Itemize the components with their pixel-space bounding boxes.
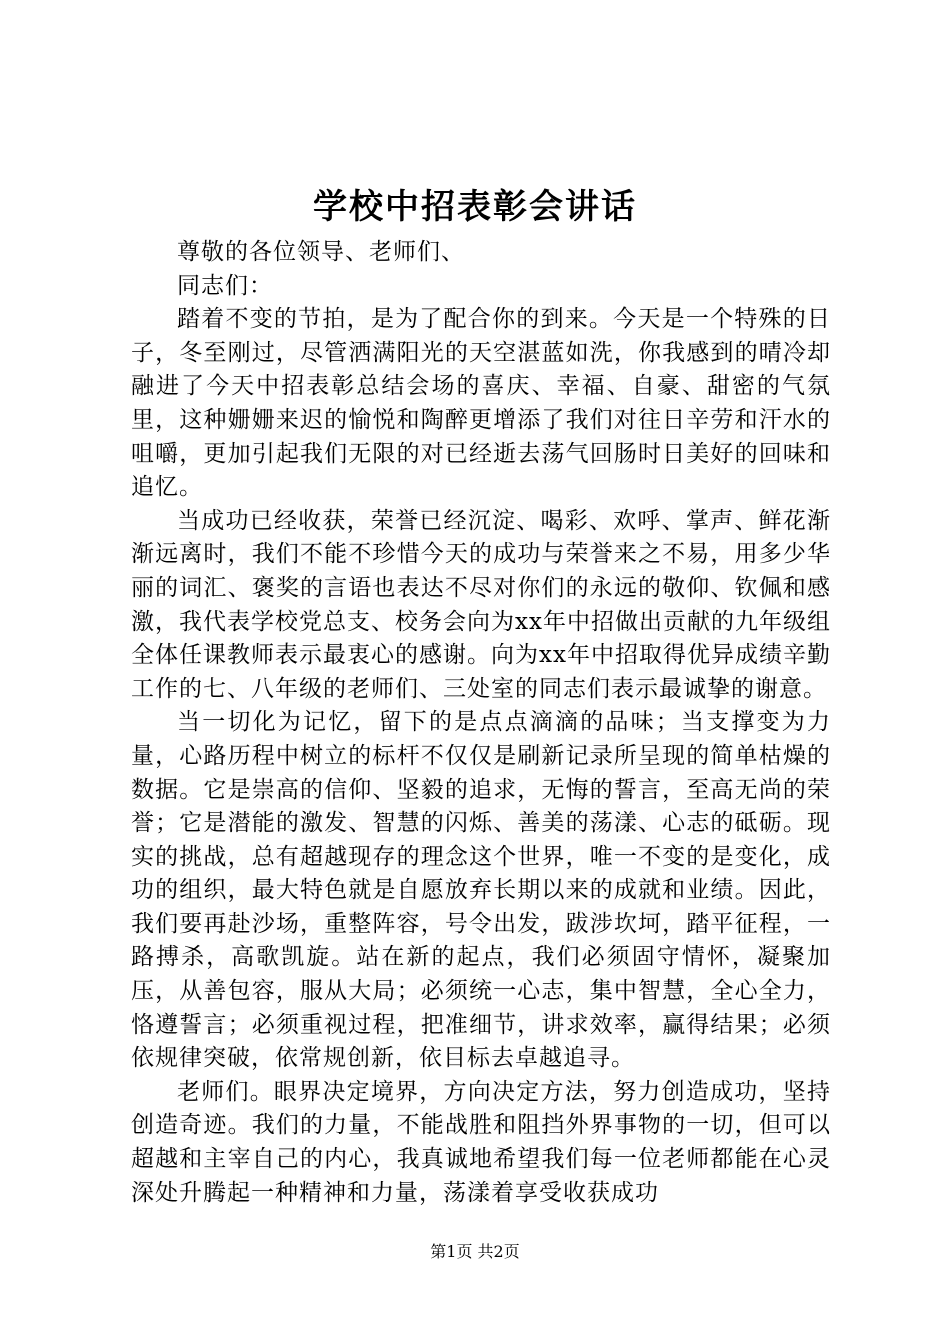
document-title: 学校中招表彰会讲话 [313,187,637,227]
body-paragraph: 踏着不变的节拍，是为了配合你的到来。今天是一个特殊的日子，冬至刚过，尽管洒满阳光的天空湛蓝如洗，你我感到的晴冷却融进了今天中招表彰总结会场的喜庆、幸福、自豪、甜密的气氛里，这种姗姗来迟的愉悦和陶醉更增添了我们对往日辛劳和汗水的咀嚼，更加引起我们无限的对已经逝去荡气回肠时日美好的回味和追忆。 [131,306,831,501]
body-paragraph: 老师们。眼界决定境界，方向决定方法，努力创造成功，坚持创造奇迹。我们的力量，不能战胜和阻挡外界事物的一切，但可以超越和主宰自己的内心，我真诚地希望我们每一位老师都能在心灵深处升腾起一种精神和力量，荡漾着享受收获成功 [131,1078,831,1206]
page-number-footer: 第1页 共2页 [430,1242,520,1261]
salutation-line: 同志们： [177,272,273,299]
body-paragraph: 当一切化为记忆，留下的是点点滴滴的品味；当支撑变为力量，心路历程中树立的标杆不仅仅是刷新记录所呈现的简单枯燥的数据。它是崇高的信仰、坚毅的追求，无悔的誓言，至高无尚的荣誉；它是潜能的激发、智慧的闪烁、善美的荡漾、心志的砥砺。现实的挑战，总有超越现存的理念这个世界，唯一不变的是变化，成功的组织，最大特色就是自愿放弃长期以来的成就和业绩。因此，我们要再赴沙场，重整阵容，号令出发，跋涉坎坷，踏平征程，一路搏杀，高歌凯旋。站在新的起点，我们必须固守情怀，凝聚加压，从善包容，服从大局；必须统一心志，集中智慧，全心全力，恪遵誓言；必须重视过程，把准细节，讲求效率，赢得结果；必须依规律突破，依常规创新，依目标去卓越追寻。 [131,709,831,1072]
salutation-line: 尊敬的各位领导、老师们、 [177,239,465,265]
document-body [131,236,831,1210]
body-paragraph: 当成功已经收获，荣誉已经沉淀、喝彩、欢呼、掌声、鲜花渐渐远离时，我们不能不珍惜今天的成功与荣誉来之不易，用多少华丽的词汇、褒奖的言语也表达不尽对你们的永远的敬仰、钦佩和感激，我代表学校党总支、校务会向为xx年中招做出贡献的九年级组全体任课教师表示最衷心的感谢。向为xx年中招取得优异成绩辛勤工作的七、八年级的老师们、三处室的同志们表示最诚挚的谢意。 [131,507,831,702]
